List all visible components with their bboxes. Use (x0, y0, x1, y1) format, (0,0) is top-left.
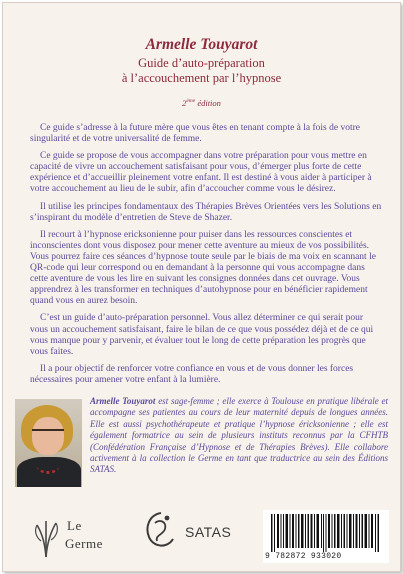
satas-logo (141, 509, 241, 559)
blurb-paragraph: Il utilise les principes fondamentaux des Thérapies Brèves Orientées vers les Solutions en s’inspirant du modèle d’entretien de Steve de Shazer. (30, 201, 382, 223)
blurb-paragraph: Il a pour objectif de renforcer votre confiance en vous et de vous donner les forces nécessaires pour amener votre enfant à la lumière. (30, 363, 354, 385)
blurb-paragraph: Il recourt à l’hypnose ericksonienne pour puiser dans les ressources conscientes et inconscientes dont vous disposez pour mener cette aventure au mieux de vos possibilités. Vous pourrez faire ces séances d’hypnose toute seule par le biais de ma voix en scannant le QR-code qui leur correspond ou en demandant à la personne qui vous accompagne dans cette aventure de vous les lire en suivant les consignes données dans cet ouvrage. Vous apprendrez à les transformer en techniques d’autohypnose pour en bénéficier rapidement quand vous en aurez besoin. (30, 229, 376, 307)
le-germe-line-1: Le (67, 518, 82, 533)
edition-word: édition (195, 98, 221, 108)
isbn-barcode (263, 510, 389, 563)
satas-wordmark: SATAS (185, 524, 232, 540)
title-line-2: à l’accouchement par l’hypnose (121, 71, 282, 85)
bio-text: est sage-femme ; elle exerce à Toulouse en pratique libérale et accompagne ses patientes au cours de leur maternité depuis de longues années. Elle est aussi psychothérapeute et pratique l’hypnose éricksonienne ; elle est également formatrice au sein de plusieurs instituts reconnus par la CFHTB (Confédération Française d’Hypnose et de Thérapies Brèves). Elle collabore activement à la collection le Germe en tant que traductrice au sein des Éditions SATAS. (90, 396, 388, 475)
blurb-paragraph: Ce guide s’adresse à la future mère que vous êtes en tenant compte à la fois de votre singularité et de votre universalité de femme. (30, 123, 360, 145)
author-name: Armelle Touyarot (145, 36, 258, 53)
book-back-cover (2, 2, 401, 572)
title-line-1: Guide d’auto-préparation (138, 56, 265, 70)
author-bio (90, 396, 388, 476)
bio-author-name: Armelle Touyarot (90, 396, 156, 406)
edition-label (3, 98, 400, 108)
isbn-number: 9 782872 933020 (265, 552, 342, 561)
le-germe-line-2: Germe (65, 536, 103, 551)
book-title (3, 56, 400, 86)
satas-emblem-icon (141, 509, 181, 553)
barcode-icon (271, 514, 383, 552)
author-photo (15, 399, 82, 487)
blurb-paragraph: C’est un guide d’auto-préparation personnel. Vous allez déterminer ce qui serait pour vous un accouchement satisfaisant, faire le bilan de ce que vous possédez déjà et de ce qui vous manque pour y parvenir, et évaluer tout le long de cette préparation les progrès que vous faites. (30, 313, 374, 357)
edition-number: 2 (182, 98, 187, 108)
blurb-text (30, 123, 382, 392)
le-germe-logo (21, 515, 121, 565)
leaf-icon (31, 517, 61, 559)
blurb-paragraph: Ce guide se propose de vous accompagner dans votre préparation pour vous mettre en capacité de vivre un accouchement satisfaisant pour vous, d’émerger plus forte de cette expérience et d’accueillir pleinement votre enfant. Il est destiné à vous aider à participer à votre accouchement au lieu de le subir, afin d’accoucher comme vous le désirez. (30, 151, 372, 195)
edition-suffix: ème (186, 98, 196, 105)
